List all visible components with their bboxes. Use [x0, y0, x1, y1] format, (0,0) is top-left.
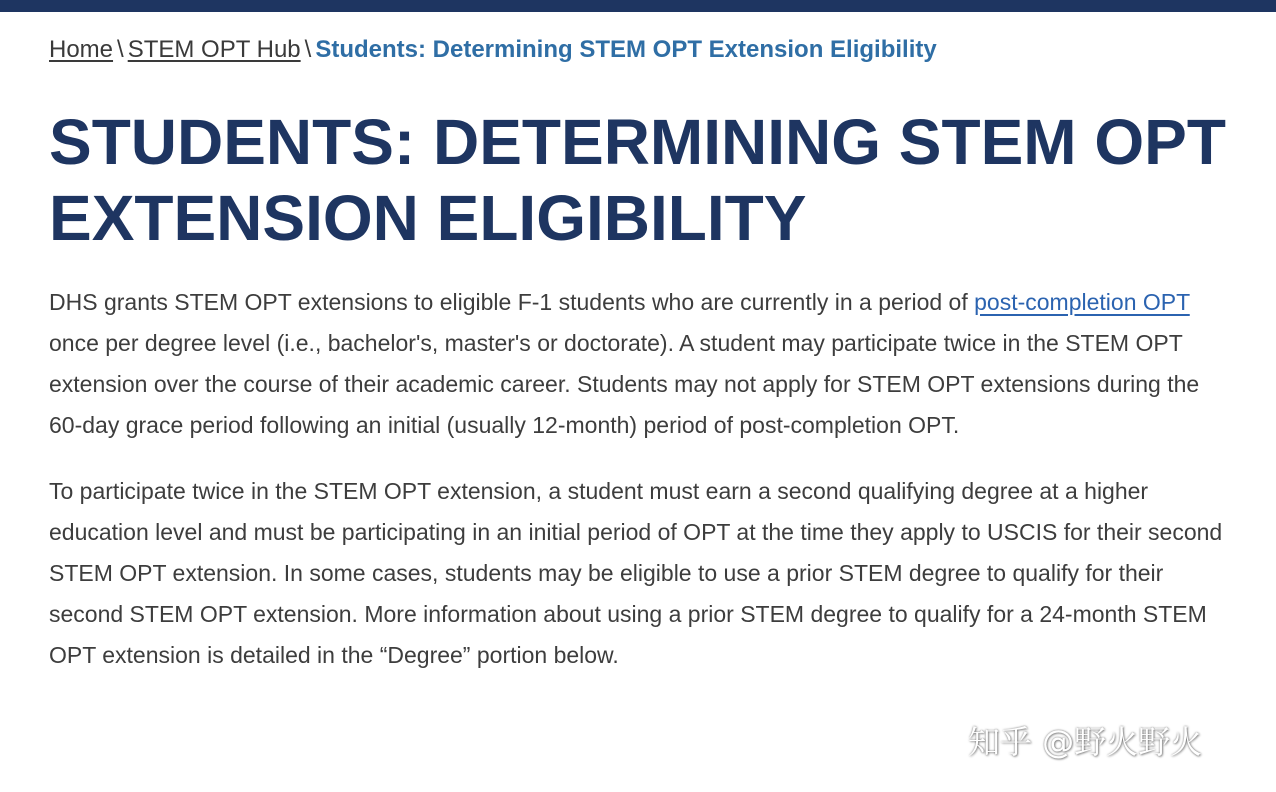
page-title: STUDENTS: DETERMINING STEM OPT EXTENSION ELIGIBILITY	[49, 106, 1226, 254]
paragraph-eligibility-intro	[49, 282, 1234, 446]
paragraph-text: once per degree level (i.e., bachelor's, master's or doctorate). A student may participate twice in the STEM OPT extension over the course of their academic career. Students may not apply for STEM OPT extensions during the 60-day grace period following an initial (usually 12-month) period of post-completion OPT.	[49, 330, 1200, 438]
paragraph-participate-twice: To participate twice in the STEM OPT extension, a student must earn a second qualifying degree at a higher education level and must be participating in an initial period of OPT at the time they apply to USCIS for their second STEM OPT extension. In some cases, students may be eligible to use a prior STEM degree to qualify for their second STEM OPT extension. More information about using a prior STEM degree to qualify for a 24-month STEM OPT extension is detailed in the “Degree” portion below.	[49, 478, 1223, 668]
main-content	[49, 282, 1234, 701]
breadcrumb-separator: \	[304, 36, 312, 63]
breadcrumb-link-stem-opt-hub[interactable]: STEM OPT Hub	[127, 36, 301, 63]
top-header-bar	[0, 0, 1276, 12]
breadcrumb-link-home[interactable]: Home	[49, 36, 114, 63]
breadcrumb-separator: \	[117, 36, 124, 63]
breadcrumb	[49, 34, 937, 66]
paragraph-text: DHS grants STEM OPT extensions to eligible F-1 students who are currently in a period of	[49, 289, 975, 315]
breadcrumb-current-page: Students: Determining STEM OPT Extension Eligibility	[315, 36, 937, 63]
watermark-text: 知乎 @野火野火	[968, 723, 1203, 761]
post-completion-opt-link[interactable]: post-completion OPT	[974, 289, 1190, 315]
